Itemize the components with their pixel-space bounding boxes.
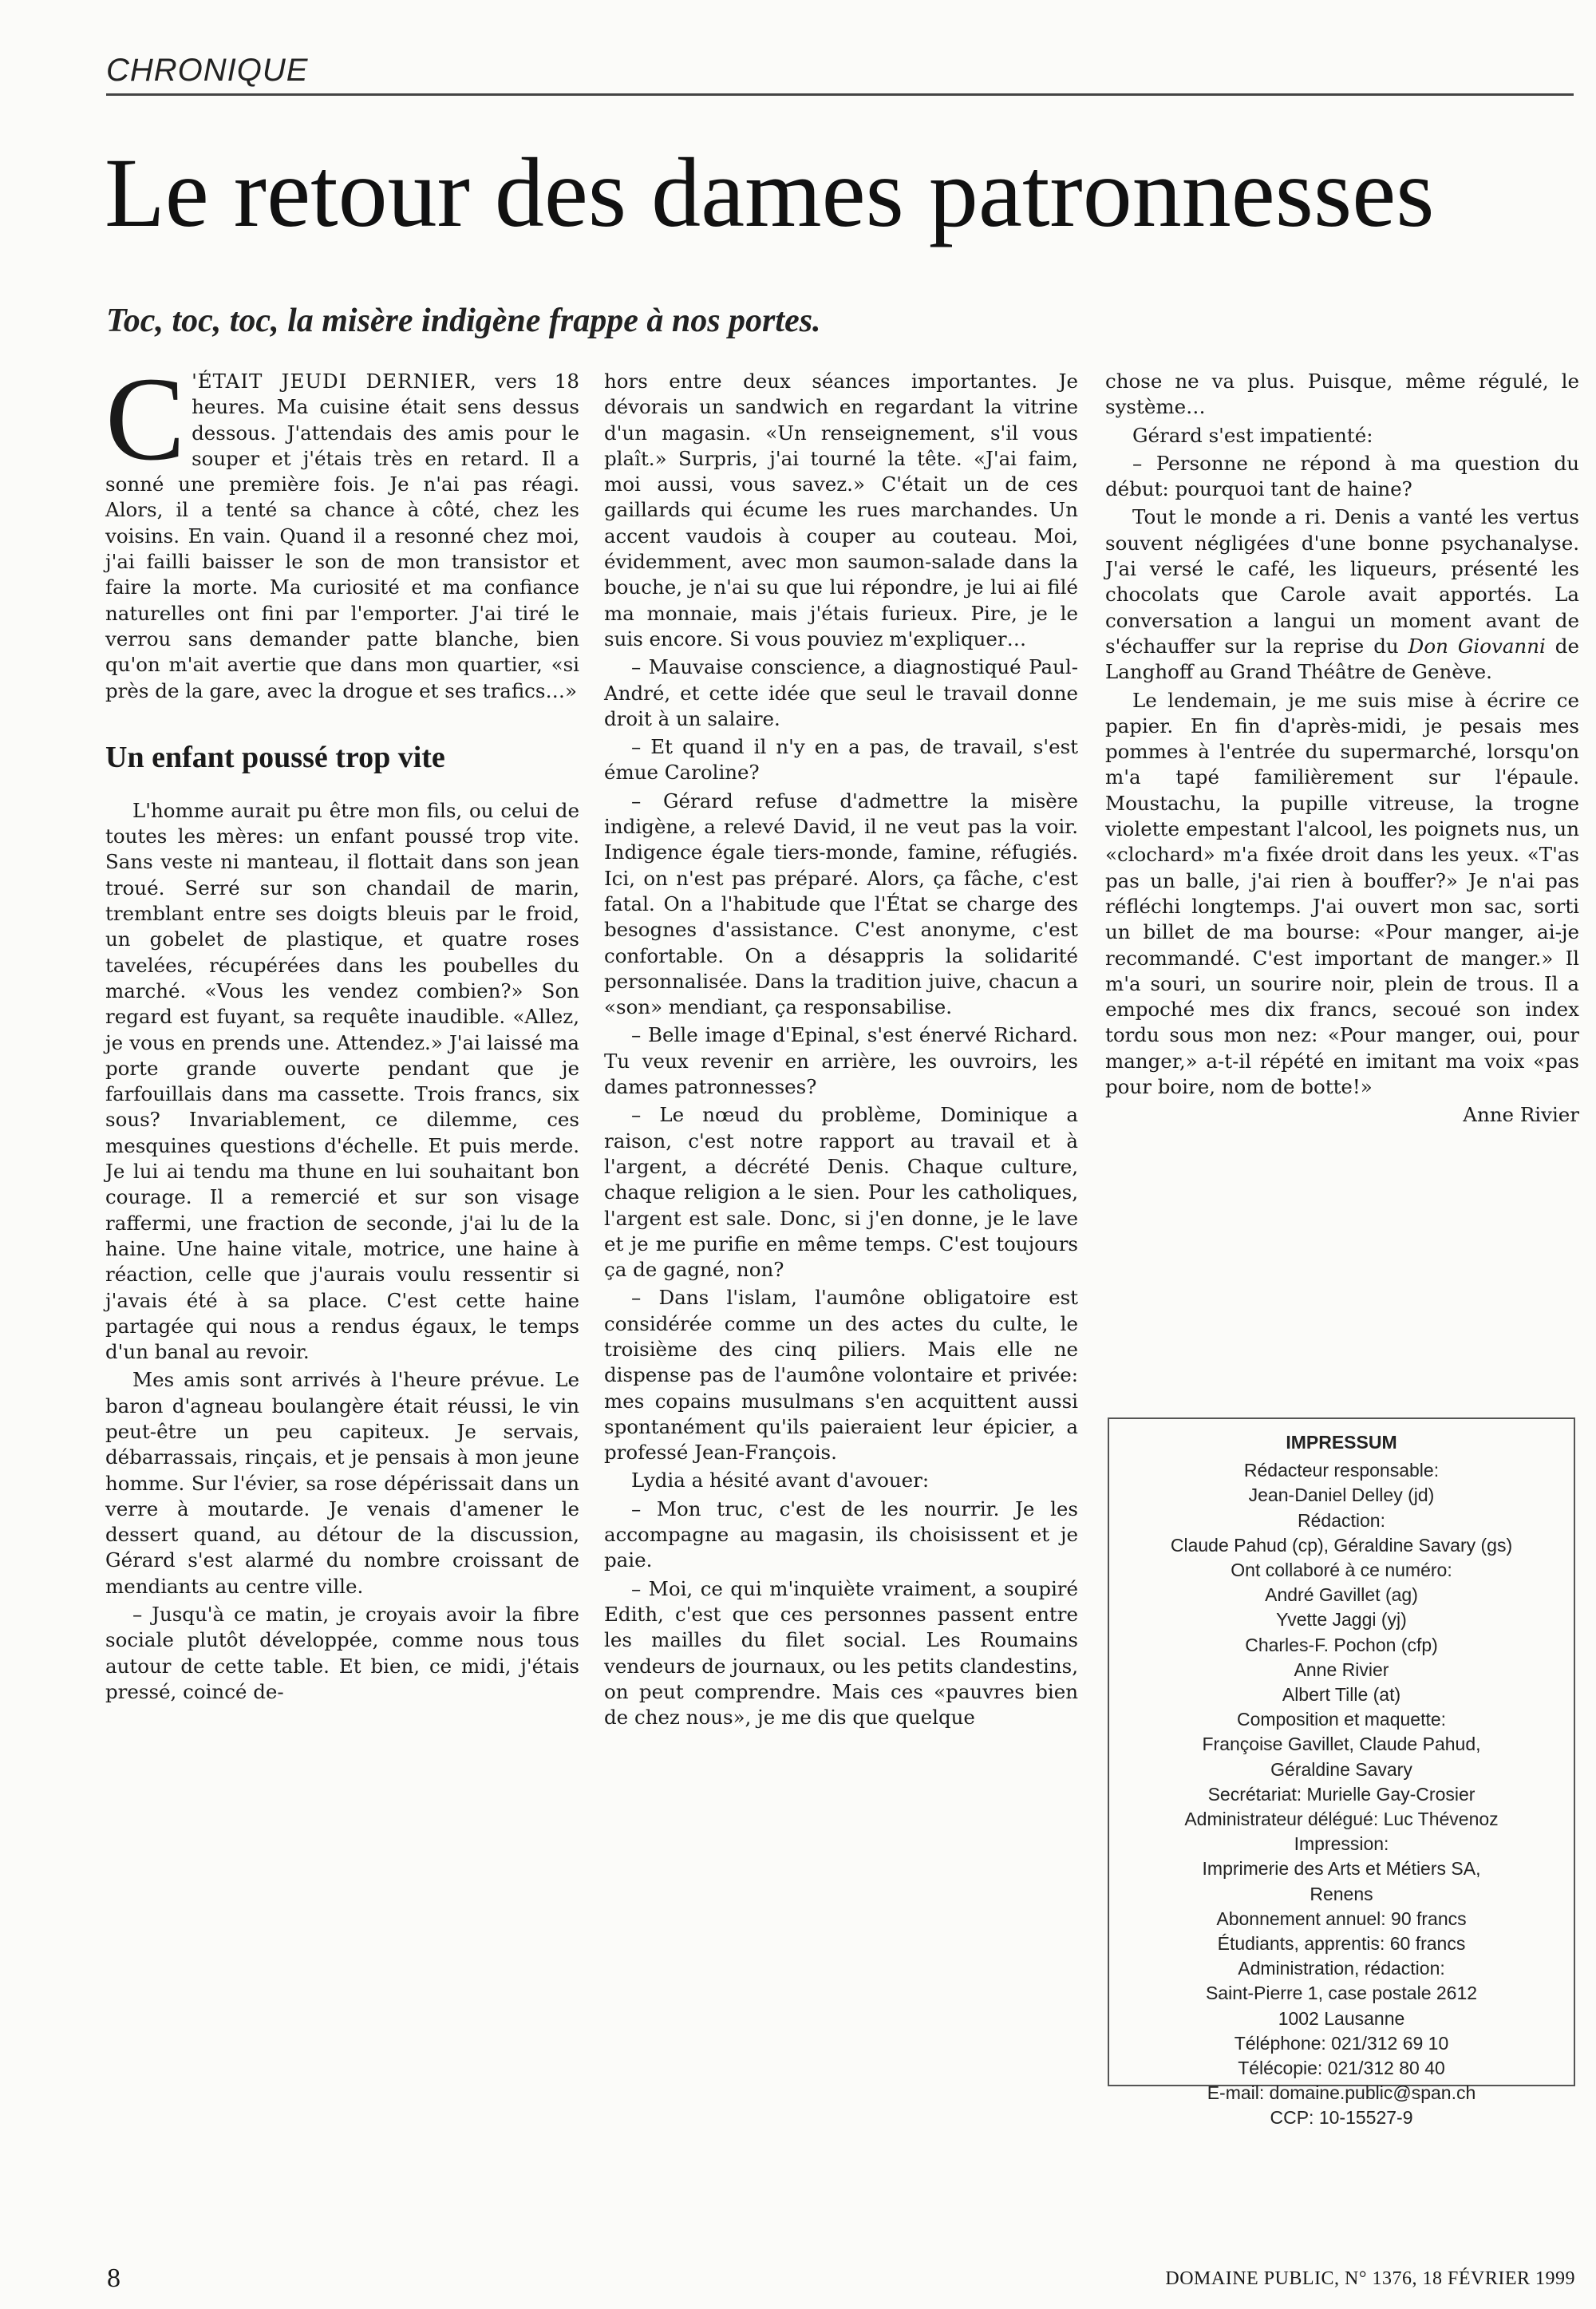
paragraph: – Dans l'islam, l'aumône obligatoire est considérée comme un des actes du culte, le troisième des cinq piliers. Mais elle ne dispense pas de l'aumône volontaire et privée: mes copains musulmans s'en acquittent aussi spontanément qu'ils paieraient leur épicier, a professé Jean-François. — [604, 1286, 1078, 1465]
column-3 — [1105, 369, 1579, 1394]
opening-text: vers 18 heures. Ma cuisine était sens dessus dessous. J'attendais des amis pour le souper et j'étais très en retard. Il a sonné une première fois. Je n'ai pas réagi. Alors, il a tenté sa chance à côté, chez les voisins. En vain. Quand il a resonné chez moi, j'ai failli baisser le son de mon transistor et faire la morte. Ma curiosité et ma confiance naturelles ont fini par l'emporter. J'ai tiré le verrou sans demander patte blanche, bien qu'on m'ait avertie que dans mon quartier, «si près de la gare, avec la drogue et ses trafics…» — [105, 370, 579, 702]
impressum-line: Administrateur délégué: Luc Thévenoz — [1184, 1809, 1499, 1830]
paragraph: – Belle image d'Epinal, s'est énervé Richard. Tu veux revenir en arrière, les ouvroirs, les dames patronnesses? — [604, 1023, 1078, 1099]
impressum-line: Imprimerie des Arts et Métiers SA, — [1202, 1858, 1481, 1880]
impressum-line: Administration, rédaction: — [1238, 1958, 1445, 1979]
paragraph: L'homme aurait pu être mon fils, ou celui de toutes les mères: un enfant poussé trop vite. Sans veste ni manteau, il flottait dans son jean troué. Serré sur son chandail de marin, tremblant entre ses doigts bleuis par le froid, un gobelet de plastique, et quatre roses tavelées, récupérées dans les poubelles du marché. «Vous les vendez combien?» Son regard est fuyant, sa requête inaudible. «Allez, je vous en prends une. Attendez.» J'ai laissé ma porte grande ouverte pendant que je farfouillais dans ma cassette. Trois francs, six sous? Invariablement, ce dilemme, ces mesquines questions d'échelle. Et puis merde. Je lui ai tendu ma thune en lui souhaitant bon courage. Il a remercié et sur son visage raffermi, une fraction de seconde, j'ai lu de la haine. Une haine vitale, motrice, une haine à réaction, celle que j'aurais voulu ressentir si j'avais été à sa place. C'est cette haine partagée qui nous a rendus égaux, le temps d'un banal au revoir. — [105, 798, 579, 1364]
paragraph: – Mauvaise conscience, a diagnostiqué Paul-André, et cette idée que seul le travail donne droit à un salaire. — [604, 655, 1078, 730]
column-2 — [604, 369, 1078, 2228]
impressum-line: Télécopie: 021/312 80 40 — [1238, 2058, 1445, 2079]
paragraph: hors entre deux séances importantes. Je dévorais un sandwich en regardant la vitrine d'un magasin. «Un renseignement, s'il vous plaît.» Surpris, j'ai tourné la tête. «J'ai faim, moi aussi, vous savez.» C'était un de ces gaillards qui écume les rues marchandes. Un accent vaudois à couper au couteau. Moi, évidemment, avec mon saumon-salade dans la bouche, je n'ai su que lui répondre, je lui ai filé ma monnaie, mais j'étais furieux. Pire, je le suis encore. Si vous pouviez m'expliquer… — [604, 370, 1078, 650]
paragraph: Lydia a hésité avant d'avouer: — [631, 1469, 930, 1493]
opening-smallcaps: 'ÉTAIT JEUDI DERNIER, — [192, 370, 477, 393]
article-lead: Toc, toc, toc, la misère indigène frappe à nos portes. — [106, 302, 821, 339]
paragraph: chose ne va plus. Puisque, même régulé, le système… — [1105, 370, 1579, 419]
paragraph: – Le nœud du problème, Dominique a raison, c'est notre rapport au travail et à l'argent, a décrété Denis. Chaque culture, chaque religion a le sien. Pour les catholiques, l'argent est sale. Donc, si j'en donne, je le lave et je me purifie en même temps. C'est toujours ça de gagné, non? — [604, 1103, 1078, 1282]
impressum-line: Secrétariat: Murielle Gay-Crosier — [1207, 1783, 1476, 1805]
impressum-line: André Gavillet (ag) — [1265, 1584, 1418, 1606]
impressum-line: Abonnement annuel: 90 francs — [1216, 1908, 1467, 1929]
impressum-line: Rédacteur responsable: — [1243, 1460, 1440, 1481]
impressum-line: Albert Tille (at) — [1282, 1684, 1401, 1706]
opera-title: Don Giovanni — [1408, 634, 1546, 658]
paragraph: Gérard s'est impatienté: — [1132, 423, 1373, 447]
impressum-line: Saint-Pierre 1, case postale 2612 — [1205, 1983, 1478, 2004]
impressum-line: Composition et maquette: — [1236, 1709, 1447, 1730]
impressum-line: Impression: — [1294, 1833, 1389, 1855]
drop-cap: C — [105, 353, 186, 485]
impressum-line: E-mail: domaine.public@span.ch — [1207, 2082, 1476, 2104]
section-rubric: CHRONIQUE — [106, 53, 309, 88]
paragraph: – Mon truc, c'est de les nourrir. Je les accompagne au magasin, ils choisissent et je paie. — [604, 1497, 1078, 1572]
paragraph: – Moi, ce qui m'inquiète vraiment, a soupiré Edith, c'est que ces personnes passent entre les mailles du filet social. Les Roumains vendeurs de journaux, ou les petits clandestins, on peut comprendre. Mais ces «pauvres bien de chez nous», je me dis que quelque — [604, 1576, 1078, 1730]
paragraph: Mes amis sont arrivés à l'heure prévue. Le baron d'agneau boulangère était réussi, le vin peut-être un peu capiteux. Je servais, débarrassais, rinçais, et je pensais à mon jeune homme. Sur l'évier, sa rose dépérissait dans un verre à moutarde. Je venais d'amener le dessert quand, au détour de la discussion, Gérard s'est alarmé du nombre croissant de mendiants au centre ville. — [105, 1368, 579, 1598]
paragraph: Tout le monde a ri. Denis a vanté les vertus souvent négligées d'une bonne psychanalyse. J'ai versé le café, les liqueurs, présenté les chocolats que Carole avait apportés. La conversation a langui un moment avant de s'échauffer sur la reprise du Don Giovanni de Langhoff au Grand Théâtre de Genève. — [1105, 505, 1579, 684]
impressum-line: Jean-Daniel Delley (jd) — [1248, 1485, 1435, 1506]
impressum-line: Téléphone: 021/312 69 10 — [1234, 2032, 1449, 2054]
impressum-line: Yvette Jaggi (yj) — [1276, 1609, 1407, 1631]
paragraph: – Personne ne répond à ma question du début: pourquoi tant de haine? — [1105, 451, 1579, 501]
author-signature: Anne Rivier — [1463, 1103, 1579, 1127]
impressum-line: 1002 Lausanne — [1278, 2007, 1405, 2029]
impressum-line: Rédaction: — [1298, 1509, 1385, 1531]
column-1 — [105, 353, 579, 2228]
paragraph: Le lendemain, je me suis mise à écrire ce papier. En fin d'après-midi, je pesais mes pommes à l'entrée du supermarché, lorsqu'on m'a tapé familièrement sur l'épaule. Moustachu, la pupille vitreuse, la trogne violette empestant l'alcool, les poignets nus, un «clochard» m'a fixée droit dans les yeux. «T'as pas un balle, j'ai rien à bouffer?» Je n'ai pas réfléchi longtemps. J'ai ouvert mon sac, sorti un billet de ma bourse: «Pour manger, ai-je recommandé. C'est important de manger.» Il m'a souri, un sourire noir, plein de trous. Il a empoché mes dix francs, secoué son index tordu sous mon nez: «Pour manger, oui, pour manger,» a-t-il répété en imitant ma voix «pas pour boire, nom de botte!» — [1105, 688, 1579, 1099]
impressum-line: Claude Pahud (cp), Géraldine Savary (gs) — [1170, 1534, 1513, 1556]
impressum-line: Géraldine Savary — [1270, 1758, 1412, 1780]
opening-paragraph — [105, 353, 579, 704]
impressum-line: CCP: 10-15527-9 — [1270, 2107, 1413, 2129]
paragraph: – Gérard refuse d'admettre la misère indigène, a relevé David, il ne veut pas la voir. Indigence égale tiers-monde, famine, réfugiés. Ici, on n'est pas préparé. Alors, ça fâche, c'est fatal. On a l'habitude que l'État se charge des besognes d'assistance. C'est anonyme, c'est confortable. On a désappris la solidarité personnalisée. Dans la tradition juive, chacun a «son» mendiant, ça responsabilise. — [604, 789, 1078, 1019]
impressum-lines — [1109, 1458, 1574, 2130]
subheading: Un enfant poussé trop vite — [105, 740, 445, 774]
article-title: Le retour des dames patronnesses — [105, 138, 1435, 247]
header-rule — [106, 93, 1574, 96]
paragraph: – Jusqu'à ce matin, je croyais avoir la fibre sociale plutôt développée, comme nous tous autour de cette table. Et bien, ce midi, j'étais pressé, coincé de- — [105, 1603, 579, 1703]
publication-info: DOMAINE PUBLIC, N° 1376, 18 FÉVRIER 1999 — [1165, 2268, 1575, 2289]
impressum-line: Françoise Gavillet, Claude Pahud, — [1202, 1734, 1481, 1755]
impressum-line: Anne Rivier — [1294, 1659, 1389, 1680]
impressum-line: Étudiants, apprentis: 60 francs — [1217, 1933, 1466, 1955]
page-number: 8 — [107, 2264, 120, 2293]
impressum-box — [1108, 1417, 1575, 2129]
impressum-line: Charles-F. Pochon (cfp) — [1245, 1634, 1438, 1655]
paragraph: – Et quand il n'y en a pas, de travail, s'est émue Caroline? — [604, 735, 1078, 785]
impressum-line: Ont collaboré à ce numéro: — [1231, 1560, 1452, 1581]
impressum-title: IMPRESSUM — [1286, 1432, 1397, 1453]
impressum-line: Renens — [1310, 1883, 1373, 1904]
